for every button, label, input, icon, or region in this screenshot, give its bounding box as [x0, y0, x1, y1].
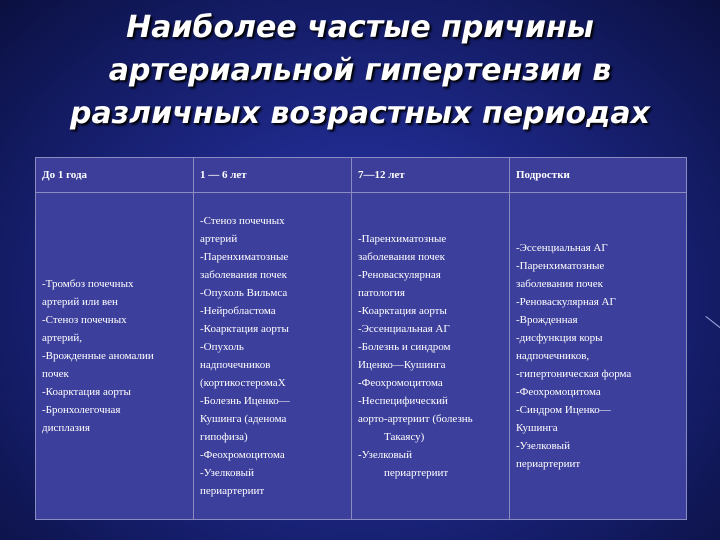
cause-line: надпочечников,: [516, 350, 590, 362]
cause-line: -Паренхиматозные: [358, 233, 447, 245]
cause-line: патология: [358, 287, 405, 299]
cause-line: -Паренхиматозные: [516, 260, 605, 272]
header-1-6-years: 1 — 6 лет: [194, 158, 352, 193]
cause-line: Кушинга: [516, 422, 558, 434]
cause-line: -Узелковый: [200, 467, 254, 479]
cause-line: -Эссенциальная АГ: [358, 323, 450, 335]
cause-line: -Узелковый: [358, 449, 412, 461]
cause-line: периартериит: [516, 458, 581, 470]
cause-line: -Коарктация аорты: [42, 386, 131, 398]
header-adolescents: Подростки: [510, 158, 687, 193]
cause-line: -Врожденные аномалии: [42, 350, 154, 362]
cause-line: -Болезнь и синдром: [358, 341, 451, 353]
cause-line: дисплазия: [42, 422, 90, 434]
slide-title-line-1: Наиболее частые причины: [126, 10, 594, 45]
cause-line: -Тромбоз почечных: [42, 278, 134, 290]
cause-line: -Врожденная: [516, 314, 578, 326]
cause-line: -Нейробластома: [200, 305, 276, 317]
cause-list: [358, 230, 505, 482]
cell-1-6-years: [194, 193, 352, 520]
cause-line: -Стеноз почечных: [200, 215, 285, 227]
cause-line: Такаясу): [384, 431, 425, 443]
cause-line: -Бронхолегочная: [42, 404, 121, 416]
cause-list: [42, 275, 189, 437]
cause-line: заболевания почек: [516, 278, 603, 290]
cause-line: -Неспецифический: [358, 395, 448, 407]
cause-line: -Коарктация аорты: [200, 323, 289, 335]
cause-line: надпочечников: [200, 359, 271, 371]
cause-line: артерий: [200, 233, 238, 245]
cell-7-12-years: [352, 193, 510, 520]
cause-line: периартериит: [200, 485, 265, 497]
cause-line: артерий,: [42, 332, 82, 344]
causes-table: [35, 157, 687, 520]
slide-title-line-2: артериальной гипертензии в: [108, 53, 612, 88]
cause-line: -Синдром Иценко—: [516, 404, 611, 416]
cause-line: артерий или вен: [42, 296, 118, 308]
cause-line: -Реноваскулярная: [358, 269, 441, 281]
cause-line: -Феохромоцитома: [200, 449, 285, 461]
cause-line: гипофиза): [200, 431, 248, 443]
cause-line: Иценко—Кушинга: [358, 359, 446, 371]
decorative-line: [705, 316, 720, 330]
cause-list: [200, 212, 347, 500]
cause-line: -Опухоль Вильмса: [200, 287, 288, 299]
cause-line: заболевания почек: [200, 269, 287, 281]
header-7-12-years: 7—12 лет: [352, 158, 510, 193]
cell-adolescents: [510, 193, 687, 520]
cause-line: -Феохромоцитома: [358, 377, 443, 389]
cause-line: почек: [42, 368, 69, 380]
cause-line: периартериит: [384, 467, 449, 479]
cause-line: аорто-артериит (болезнь: [358, 413, 473, 425]
cell-under-1-year: [36, 193, 194, 520]
cause-line: -Паренхиматозные: [200, 251, 289, 263]
slide-title: [0, 6, 720, 135]
cause-line: -Коарктация аорты: [358, 305, 447, 317]
cause-line: -Эссенциальная АГ: [516, 242, 608, 254]
cause-line: (кортикостеромаХ: [200, 377, 286, 389]
table-row: [36, 193, 687, 520]
cause-line: -Реноваскулярная АГ: [516, 296, 616, 308]
cause-line: -Узелковый: [516, 440, 570, 452]
cause-line: -дисфункция коры: [516, 332, 603, 344]
cause-line: -Стеноз почечных: [42, 314, 127, 326]
header-under-1-year: До 1 года: [36, 158, 194, 193]
cause-line: -Опухоль: [200, 341, 244, 353]
cause-line: -Феохромоцитома: [516, 386, 601, 398]
cause-line: Кушинга (аденома: [200, 413, 287, 425]
cause-line: заболевания почек: [358, 251, 445, 263]
table-header-row: [36, 158, 687, 193]
cause-line: -гипертоническая форма: [516, 368, 632, 380]
cause-list: [516, 239, 682, 473]
slide-title-line-3: различных возрастных периодах: [70, 96, 650, 131]
cause-line: -Болезнь Иценко—: [200, 395, 290, 407]
